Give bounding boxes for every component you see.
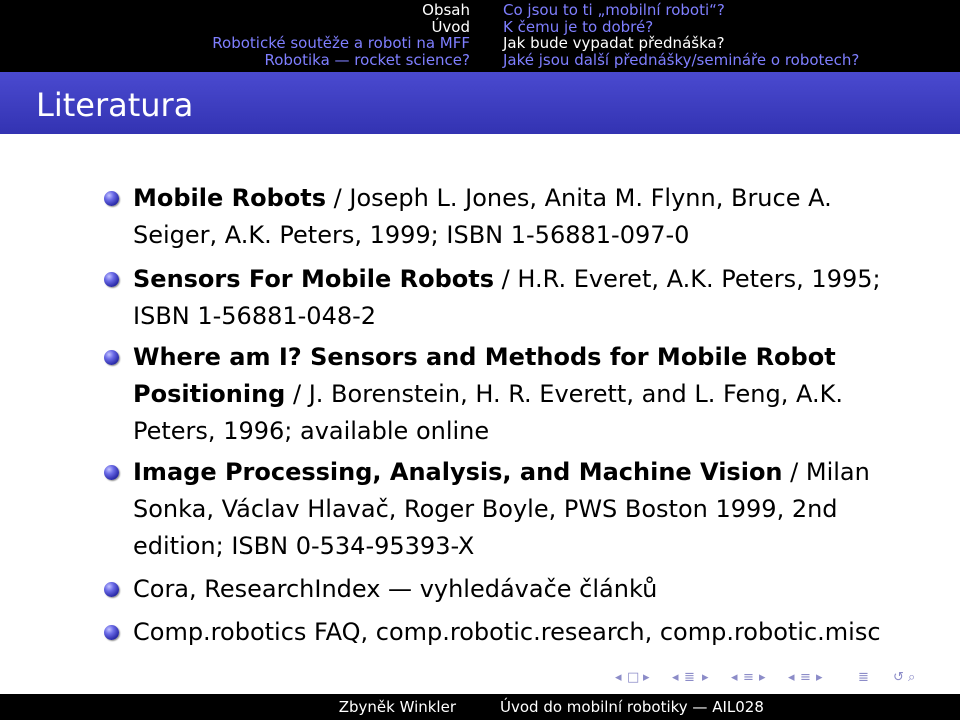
list-item [133, 180, 893, 254]
bullet-icon [104, 465, 119, 480]
frame-icon[interactable]: □ [627, 670, 640, 685]
item-title: Sensors For Mobile Robots [133, 265, 495, 293]
navigation-symbols [0, 668, 960, 688]
list-item [133, 571, 893, 608]
item-details: Comp.robotics FAQ, comp.robotic.research, comp.robotic.misc [133, 618, 881, 646]
subsection-forward-icon[interactable]: ▸ [702, 670, 709, 685]
header-navigation [0, 0, 960, 72]
footer-author: Zbyněk Winkler [338, 698, 456, 716]
frame-title-bar [0, 72, 960, 134]
nav-subsection-dalsi-prednasky[interactable]: Jaké jsou další přednášky/semináře o robotech? [503, 50, 860, 69]
section-forward-icon[interactable]: ▸ [759, 670, 766, 685]
list-item [133, 261, 893, 335]
nav-subsection-mobilni-roboti[interactable]: Co jsou to ti „mobilní roboti“? [503, 1, 725, 19]
footer-talk-title: Úvod do mobilní robotiky — AIL028 [500, 698, 764, 716]
list-item [133, 454, 893, 565]
list-item [133, 339, 893, 450]
section-back-icon[interactable]: ◂ [731, 670, 738, 685]
subsection-icon[interactable]: ≣ [684, 670, 695, 685]
nav-sections [0, 0, 491, 72]
frame-title: Literatura [36, 86, 194, 124]
document-back-icon[interactable]: ◂ [788, 670, 795, 685]
nav-section-souteze[interactable]: Robotické soutěže a roboti na MFF [212, 34, 470, 52]
list-item [133, 614, 893, 651]
bullet-icon [104, 625, 119, 640]
frame-forward-icon[interactable]: ▸ [643, 670, 650, 685]
bullet-icon [104, 350, 119, 365]
nav-section-obsah[interactable]: Obsah [422, 1, 470, 19]
item-details: / Milan Sonka, Václav Hlavač, Roger Boyle, PWS Boston 1999, 2nd edition; ISBN 0-534-95393-X [133, 458, 870, 560]
appendix-icon[interactable]: ≣ [858, 670, 869, 685]
nav-section-uvod[interactable]: Úvod [431, 17, 470, 36]
nav-subsection-k-cemu[interactable]: K čemu je to dobré? [503, 17, 654, 36]
frame-back-icon[interactable]: ◂ [615, 670, 622, 685]
section-icon[interactable]: ≡ [743, 670, 754, 685]
footer [0, 694, 960, 720]
document-forward-icon[interactable]: ▸ [816, 670, 823, 685]
item-details: / J. Borenstein, H. R. Everett, and L. Feng, A.K. Peters, 1996; available online [133, 380, 843, 445]
nav-subsection-prednaska[interactable]: Jak bude vypadat přednáška? [503, 34, 725, 52]
item-details: Cora, ResearchIndex — vyhledávače článků [133, 575, 658, 603]
subsection-back-icon[interactable]: ◂ [672, 670, 679, 685]
document-icon[interactable]: ≡ [800, 670, 811, 685]
item-title: Where am I? Sensors and Methods for Mobile Robot Positioning [133, 343, 836, 408]
bullet-icon [104, 272, 119, 287]
item-title: Image Processing, Analysis, and Machine Vision [133, 458, 783, 486]
bullet-icon [104, 582, 119, 597]
item-title: Mobile Robots [133, 184, 327, 212]
search-icon[interactable]: ↺ ⌕ [893, 670, 916, 685]
item-details: / Joseph L. Jones, Anita M. Flynn, Bruce A. Seiger, A.K. Peters, 1999; ISBN 1-56881-097-0 [133, 184, 832, 249]
nav-subsections [491, 0, 960, 72]
item-details: / H.R. Everet, A.K. Peters, 1995; ISBN 1-56881-048-2 [133, 265, 881, 330]
nav-section-rocket-science[interactable]: Robotika — rocket science? [264, 50, 470, 69]
bullet-icon [104, 191, 119, 206]
